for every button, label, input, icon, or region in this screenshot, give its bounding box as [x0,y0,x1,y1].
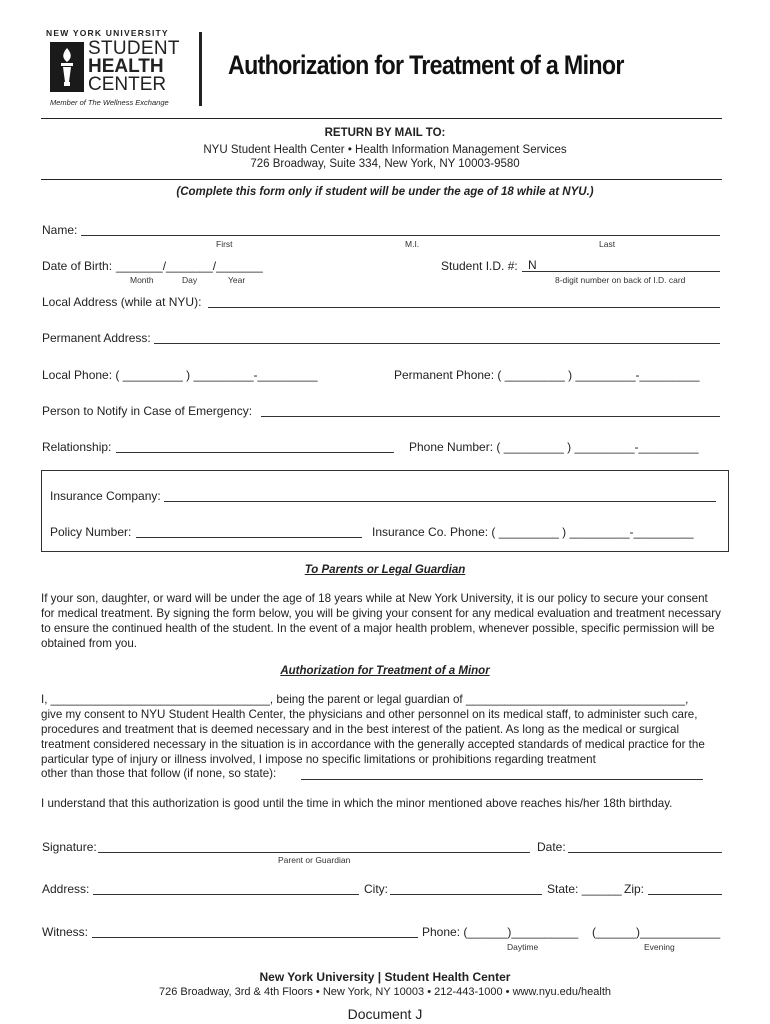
page-title: Authorization for Treatment of a Minor [228,50,624,80]
witness-field[interactable] [92,937,418,938]
local-address-label: Local Address (while at NYU): [42,295,202,309]
authorization-line1[interactable]: I, __________________________________, being the parent or legal guardian of __________________________________, [41,693,689,706]
parents-heading: To Parents or Legal Guardian [304,564,466,576]
date-label: Date: [537,840,566,854]
address-field[interactable] [93,894,359,895]
policy-number-label: Policy Number: [50,525,132,539]
year-label: Year [228,275,246,285]
logo-line1: STUDENT [88,38,180,59]
footer-org: New York University | Student Health Center [259,970,511,984]
name-label: Name: [42,223,78,237]
city-field[interactable] [390,894,542,895]
month-label: Month [130,275,154,285]
mail-line2: 726 Broadway, Suite 334, New York, NY 10003-9580 [250,158,520,170]
signature-label: Signature: [42,840,97,854]
rule-top [41,118,722,119]
logo-line2: HEALTH [88,56,164,77]
phone-number-field[interactable]: Phone Number: ( _________ ) _________-_________ [409,440,699,454]
dob-label: Date of Birth: [42,259,113,273]
footer-address: 726 Broadway, 3rd & 4th Floors • New York, NY 10003 • 212-443-1000 • www.nyu.edu/health [158,986,612,998]
city-label: City: [364,882,388,896]
signature-field[interactable] [98,852,530,853]
authorization-last-line: other than those that follow (if none, so state): [41,767,277,780]
document-label: Document J [347,1006,423,1022]
permanent-phone-field[interactable]: Permanent Phone: ( _________ ) _________-_________ [394,368,700,382]
state-field[interactable]: State: ______ [547,882,622,896]
witness-label: Witness: [42,925,89,939]
last-label: Last [599,239,616,249]
insurance-company-label: Insurance Company: [50,489,161,503]
header-divider [199,32,202,106]
id-hint: 8-digit number on back of I.D. card [555,275,686,285]
daytime-label: Daytime [507,942,539,952]
logo-org-top: NEW YORK UNIVERSITY [46,28,169,38]
evening-phone-field[interactable]: (______)____________ [592,925,721,939]
emergency-label: Person to Notify in Case of Emergency: [42,404,253,418]
zip-label: Zip: [624,882,645,896]
member-text: Member of The Wellness Exchange [50,98,169,107]
student-id-value: N [528,258,537,272]
parents-body: If your son, daughter, or ward will be under the age of 18 years while at New York University, it is our policy to secure your consent for medical treatment. By signing the form below, you will be giving your consent for any medical evaluation and treatment necessary to ensure the continued health of the student. In the event of a major health problem, whenever possible, specific permission will be obtained from you. [41,592,721,650]
logo [46,28,180,110]
rule-mid [41,179,722,180]
address-label: Address: [42,882,90,896]
insurance-phone-field[interactable]: Insurance Co. Phone: ( _________ ) _________-_________ [372,525,694,539]
limitations-field[interactable] [301,779,703,780]
permanent-address-label: Permanent Address: [42,331,151,345]
local-phone-field[interactable]: Local Phone: ( _________ ) _________-_________ [42,368,318,382]
policy-number-field[interactable] [136,537,362,538]
relationship-field[interactable] [116,452,394,453]
permanent-address-field[interactable] [154,343,720,344]
mail-heading: RETURN BY MAIL TO: [324,127,446,139]
evening-label: Evening [644,942,675,952]
local-address-field[interactable] [208,307,720,308]
daytime-phone-field[interactable]: Phone: (______)__________ [422,925,579,939]
zip-field[interactable] [648,894,722,895]
student-id-label: Student I.D. #: [441,259,518,273]
torch-icon [50,42,84,92]
date-field[interactable] [568,852,722,853]
first-label: First [216,239,233,249]
mail-line1: NYU Student Health Center • Health Information Management Services [203,144,567,156]
insurance-box [41,470,729,552]
authorization-understand: I understand that this authorization is good until the time in which the minor mentioned above reaches his/her 18th birthday. [41,797,673,810]
authorization-body: give my consent to NYU Student Health Center, the physicians and other personnel on its medical staff, to administer such care, procedures and treatment that is deemed necessary and in the best interest of the patient. As long as the medical or surgical treatment considered necessary in the situation is in accordance with the generally accepted standards of medical practice for the particular type of injury or illness involved, I impose no specific limitations or prohibitions regarding treatment [41,708,705,766]
parent-guardian-label: Parent or Guardian [278,855,351,865]
emergency-field[interactable] [261,416,720,417]
student-id-field[interactable] [522,271,720,272]
name-field[interactable] [81,235,720,236]
age-note: (Complete this form only if student will be under the age of 18 while at NYU.) [176,186,594,198]
logo-line3: CENTER [88,74,167,95]
authorization-heading: Authorization for Treatment of a Minor [280,665,490,677]
dob-field[interactable]: _______/_______/_______ [116,259,263,273]
day-label: Day [182,275,198,285]
relationship-label: Relationship: [42,440,112,454]
mi-label: M.I. [405,239,420,249]
insurance-company-field[interactable] [164,501,716,502]
